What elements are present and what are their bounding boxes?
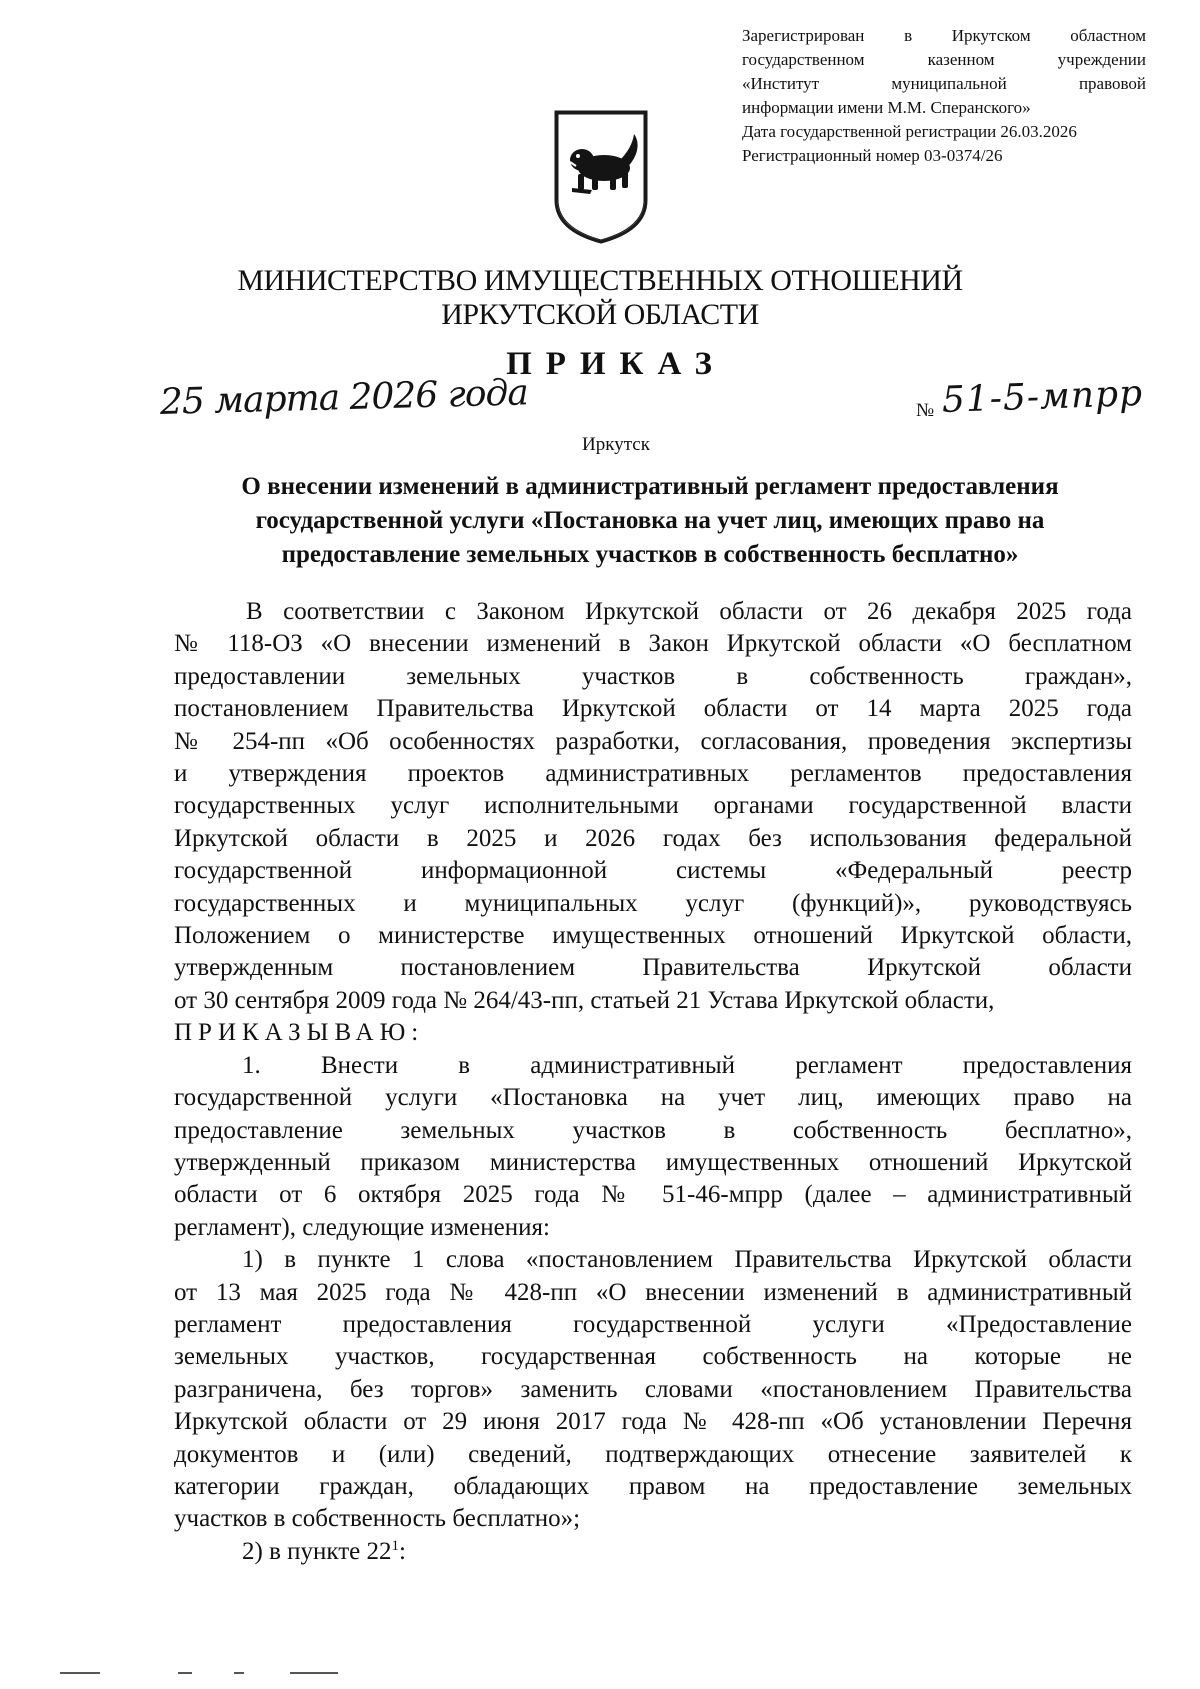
registration-line: «Институт муниципальной правовой	[742, 74, 1146, 93]
body-line: участков в собственность бесплатно»;	[174, 1505, 581, 1533]
sub2-superscript: 1	[391, 1537, 399, 1554]
ministry-name-line: ИРКУТСКОЙ ОБЛАСТИ	[441, 298, 759, 331]
handwritten-date: 25 марта 2026 года	[159, 372, 529, 423]
body-line: № 254-пп «Об особенностях разработки, согласования, проведения экспертизы	[174, 727, 1132, 755]
body-line: № 118-ОЗ «О внесении изменений в Закон Иркутской области «О бесплатном	[174, 630, 1132, 658]
registration-line: государственном казенном учреждении	[742, 50, 1146, 69]
ministry-name-line: МИНИСТЕРСТВО ИМУЩЕСТВЕННЫХ ОТНОШЕНИЙ	[237, 264, 963, 297]
body-line: категории граждан, обладающих правом на предоставление земельных	[174, 1472, 1132, 1500]
body-line: утвержденный приказом министерства имущественных отношений Иркутской	[174, 1148, 1132, 1176]
body-line: 1) в пункте 1 слова «постановлением Правительства Иркутской области	[242, 1246, 1132, 1274]
registration-line: информации имени М.М. Сперанского»	[742, 98, 1031, 117]
body-line	[174, 1536, 1132, 1568]
registration-stamp	[742, 24, 1146, 168]
ministry-name	[0, 264, 1200, 332]
document-body	[174, 596, 1132, 1568]
body-line: и утверждения проектов административных регламентов предоставления	[174, 760, 1132, 788]
document-title	[170, 470, 1130, 572]
body-line: государственных и муниципальных услуг (функций)», руководствуясь	[174, 889, 1132, 917]
registration-date: Дата государственной регистрации 26.03.2026	[742, 122, 1077, 141]
body-line: разграничена, без торгов» заменить словами «постановлением Правительства	[174, 1375, 1132, 1403]
body-line: земельных участков, государственная собственность на которые не	[174, 1343, 1132, 1371]
body-line: постановлением Правительства Иркутской области от 14 марта 2025 года	[174, 695, 1132, 723]
title-line: государственной услуги «Постановка на учет лиц, имеющих право на	[255, 507, 1045, 534]
body-line: Иркутской области в 2025 и 2026 годах без использования федеральной	[174, 824, 1132, 852]
body-line: В соответствии с Законом Иркутской области от 26 декабря 2025 года	[246, 598, 1132, 625]
registration-number: Регистрационный номер 03-0374/26	[742, 146, 1003, 165]
body-line: государственных услуг исполнительными органами государственной власти	[174, 792, 1132, 820]
body-line: государственной информационной системы «Федеральный реестр	[174, 857, 1132, 885]
sub2-text: 2) в пункте 22	[242, 1537, 392, 1565]
body-line: государственной услуги «Постановка на учет лиц, имеющих право на	[174, 1084, 1132, 1112]
body-line: от 13 мая 2025 года № 428-пп «О внесении изменений в административный	[174, 1278, 1132, 1306]
scan-artifact	[178, 1672, 192, 1674]
body-line: предоставление земельных участков в собственность бесплатно»,	[174, 1116, 1132, 1144]
body-line: от 30 сентября 2009 года № 264/43-пп, статьей 21 Устава Иркутской области,	[174, 986, 995, 1014]
body-line: регламент), следующие изменения:	[174, 1213, 550, 1241]
title-line: предоставление земельных участков в собственность бесплатно»	[281, 541, 1019, 568]
body-line: предоставлении земельных участков в собственность граждан»,	[174, 662, 1132, 690]
sub2-tail: :	[398, 1537, 406, 1565]
registration-line: Зарегистрирован в Иркутском областном	[742, 26, 1146, 45]
city: Иркутск	[582, 434, 650, 455]
title-line: О внесении изменений в административный регламент предоставления	[241, 473, 1059, 500]
body-line: утвержденным постановлением Правительства Иркутской области	[174, 954, 1132, 982]
handwritten-number: 51-5-мпрр	[941, 372, 1144, 421]
coat-of-arms-icon	[552, 108, 650, 246]
body-line: Положением о министерстве имущественных отношений Иркутской области,	[174, 922, 1132, 950]
scan-artifact	[234, 1672, 244, 1674]
number-sign: №	[916, 400, 935, 421]
scan-artifact	[60, 1672, 100, 1674]
body-line: документов и (или) сведений, подтверждающих отнесение заявителей к	[174, 1440, 1132, 1468]
document-type: ПРИКАЗ	[506, 346, 726, 382]
body-line: 1. Внести в административный регламент предоставления	[242, 1051, 1132, 1079]
body-line: Иркутской области от 29 июня 2017 года № 428-пп «Об установлении Перечня	[174, 1408, 1132, 1436]
order-word: ПРИКАЗЫВАЮ:	[174, 1019, 425, 1047]
scan-artifact	[290, 1672, 338, 1674]
body-line: области от 6 октября 2025 года № 51-46-мпрр (далее – административный	[174, 1181, 1132, 1209]
body-line: регламент предоставления государственной услуги «Предоставление	[174, 1310, 1132, 1338]
